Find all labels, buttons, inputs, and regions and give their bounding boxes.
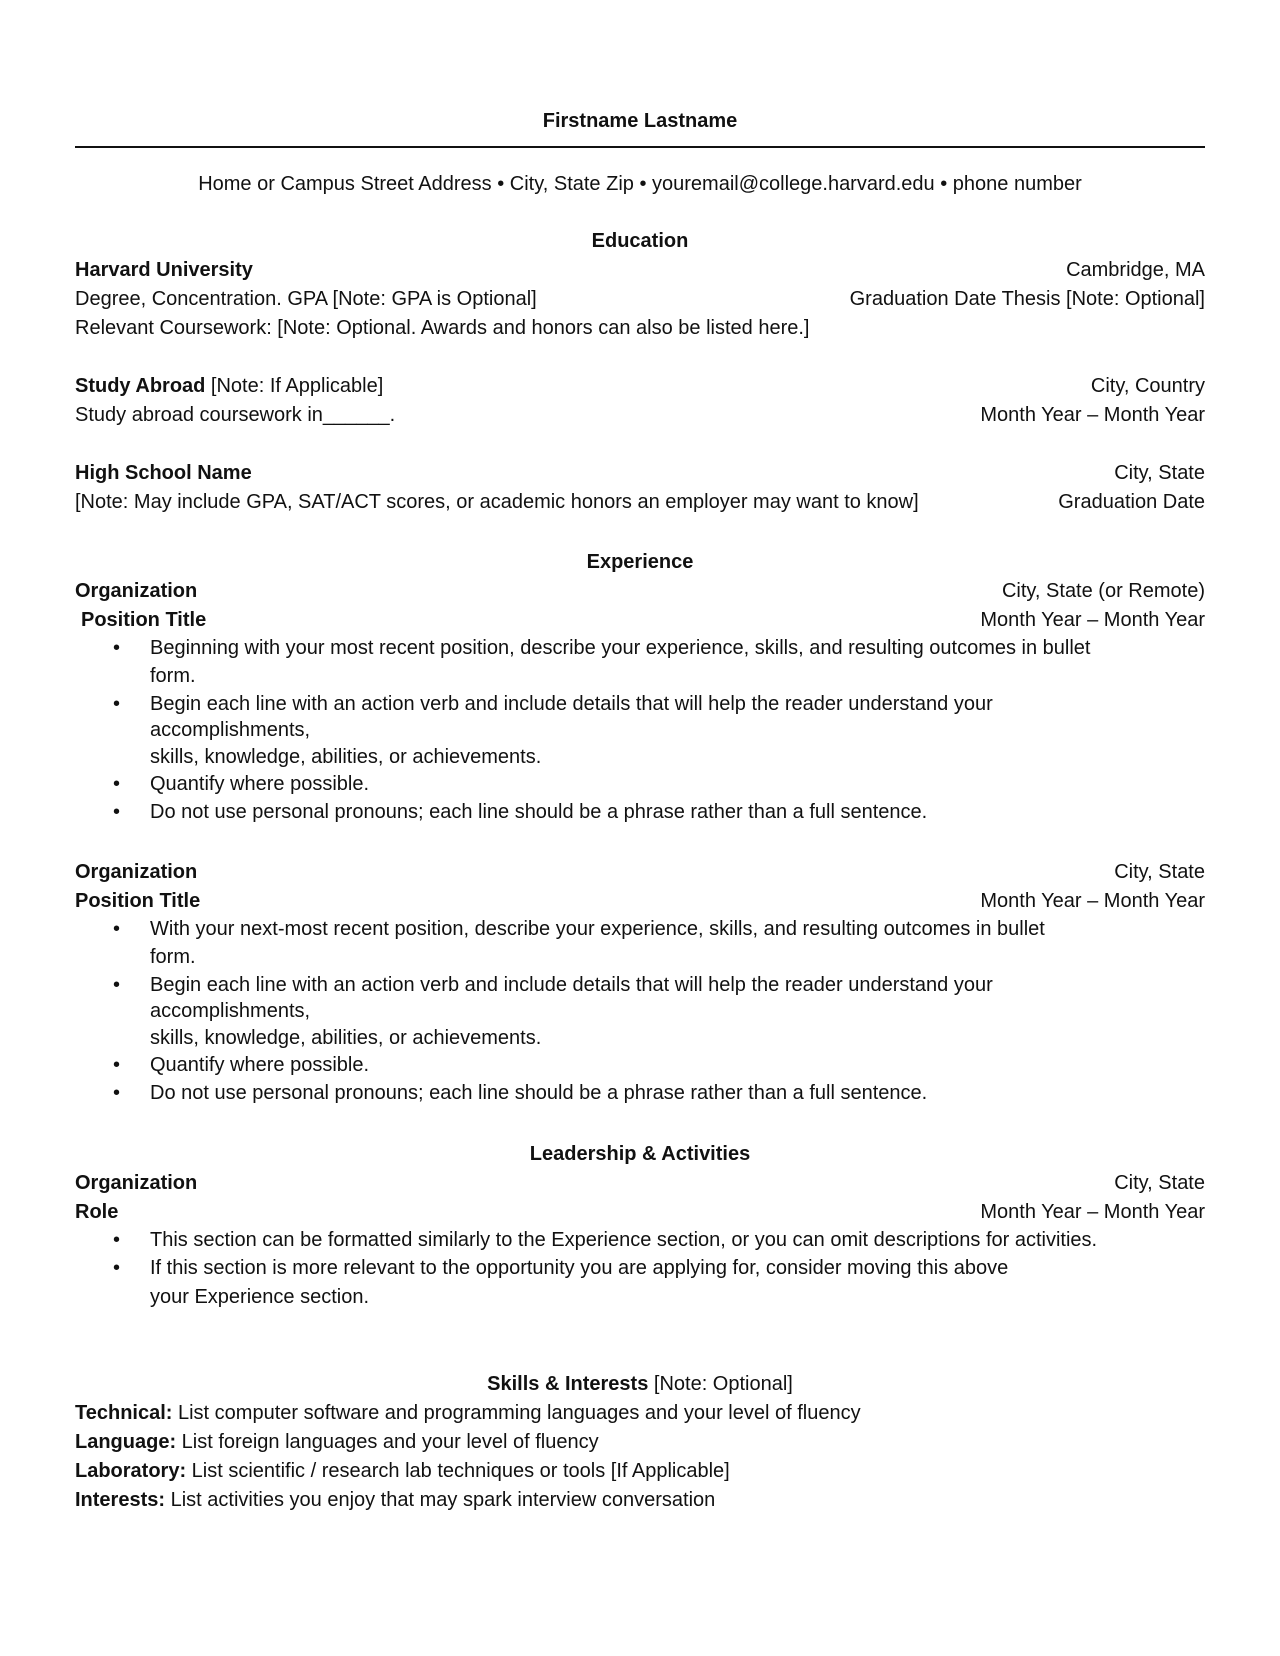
skill-row-interests [75,1486,1205,1514]
job-2-dates: Month Year – Month Year [980,890,1205,912]
coursework-row: Relevant Coursework: [Note: Optional. Awards and honors can also be listed here.] [75,317,810,339]
bullet-glyph: • [113,637,121,659]
section-heading-education: Education [591,230,689,252]
bullet-text: If this section is more relevant to the opportunity you are applying for, consider moving this above [150,1257,1009,1279]
job-1-bullet-1 [75,634,1205,662]
abroad-detail-row [75,401,1205,429]
job-2-bullet-1 [75,915,1205,943]
skill-label: Technical: [75,1402,173,1424]
leadership-bullet-2-cont [75,1283,1205,1311]
job-1-dates: Month Year – Month Year [980,609,1205,631]
job-2-bullet-1-cont [75,943,1205,971]
bullet-glyph: • [113,801,121,823]
job-1-bullet-4 [75,798,1205,826]
job-2-location: City, State [1114,861,1205,883]
skill-label: Language: [75,1431,177,1453]
contact-line: Home or Campus Street Address • City, State Zip • youremail@college.harvard.edu • phone number [198,173,1082,195]
job-2-bullet-3 [75,1051,1205,1079]
skill-text: List scientific / research lab techniques or tools [If Applicable] [186,1460,730,1482]
bullet-glyph: • [113,1257,121,1279]
university-location: Cambridge, MA [1066,259,1205,281]
resume-page [75,0,1205,1656]
highschool-note: [Note: May include GPA, SAT/ACT scores, or academic honors an employer may want to know] [75,491,919,513]
section-heading-skills [75,1370,1205,1398]
skill-label: Laboratory: [75,1460,187,1482]
university-name: Harvard University [75,259,253,281]
university-row [75,256,1205,284]
job-2-title: Position Title [75,890,201,912]
leadership-bullet-2 [75,1254,1205,1282]
bullet-glyph: • [113,1229,121,1251]
job-1-bullet-3 [75,770,1205,798]
leadership-role-row [75,1198,1205,1226]
highschool-name: High School Name [75,462,252,484]
leadership-role: Role [75,1201,119,1223]
skill-row-laboratory [75,1457,1205,1485]
leadership-dates: Month Year – Month Year [980,1201,1205,1223]
bullet-glyph: • [113,974,121,996]
job-2-org-row [75,858,1205,886]
leadership-org-row [75,1169,1205,1197]
job-1-location: City, State (or Remote) [1001,580,1205,602]
skill-row-technical [75,1399,1205,1427]
job-1-org-row [75,577,1205,605]
job-2-organization: Organization [75,861,198,883]
bullet-text: accomplishments, [150,1000,311,1022]
job-2-title-row [75,887,1205,915]
job-1-organization: Organization [75,580,198,602]
bullet-glyph: • [113,1054,121,1076]
highschool-row [75,459,1205,487]
abroad-name: Study Abroad [75,375,206,397]
bullet-text: skills, knowledge, abilities, or achievements. [150,746,542,768]
abroad-note: [Note: If Applicable] [205,375,384,397]
bullet-text: Quantify where possible. [150,1054,370,1076]
job-1-bullet-1-cont [75,662,1205,690]
job-2-bullet-4 [75,1079,1205,1107]
bullet-text: Do not use personal pronouns; each line should be a phrase rather than a full sentence. [150,1082,928,1104]
leadership-location: City, State [1114,1172,1205,1194]
skill-text: List activities you enjoy that may spark interview conversation [165,1489,716,1511]
bullet-text: Begin each line with an action verb and include details that will help the reader understand your [150,974,993,996]
degree-text: Degree, Concentration. GPA [Note: GPA is Optional] [75,288,537,310]
bullet-text: skills, knowledge, abilities, or achievements. [150,1027,542,1049]
highschool-graduation: Graduation Date [1058,491,1205,513]
bullet-glyph: • [113,773,121,795]
degree-row [75,285,1205,313]
skills-heading-note: [Note: Optional] [648,1373,793,1395]
bullet-text: With your next-most recent position, describe your experience, skills, and resulting outcomes in bullet [150,918,1045,940]
bullet-glyph: • [113,918,121,940]
abroad-coursework: Study abroad coursework in______. [75,404,396,426]
job-2-bullet-2-cont2 [75,1024,1205,1052]
job-1-bullet-2 [75,690,1205,718]
leadership-bullet-1 [75,1226,1205,1254]
job-1-bullet-2-cont [75,716,1205,744]
bullet-text: Quantify where possible. [150,773,370,795]
highschool-location: City, State [1114,462,1205,484]
skills-heading: Skills & Interests [487,1373,649,1395]
skill-text: List computer software and programming languages and your level of fluency [172,1402,861,1424]
skill-label: Interests: [75,1489,166,1511]
graduation-date: Graduation Date Thesis [Note: Optional] [849,288,1205,310]
leadership-organization: Organization [75,1172,198,1194]
skill-text: List foreign languages and your level of fluency [176,1431,599,1453]
job-1-title: Position Title [81,609,207,631]
job-1-title-row [75,606,1205,634]
job-2-bullet-2-cont [75,997,1205,1025]
bullet-text: form. [150,946,196,968]
abroad-dates: Month Year – Month Year [980,404,1205,426]
bullet-text: Begin each line with an action verb and include details that will help the reader understand your [150,693,993,715]
section-heading-leadership: Leadership & Activities [529,1143,751,1165]
section-heading-experience: Experience [586,551,694,573]
skill-row-language [75,1428,1205,1456]
bullet-text: your Experience section. [150,1286,370,1308]
bullet-text: Do not use personal pronouns; each line should be a phrase rather than a full sentence. [150,801,928,823]
job-2-bullet-2 [75,971,1205,999]
highschool-detail-row [75,488,1205,516]
bullet-glyph: • [113,1082,121,1104]
bullet-glyph: • [113,693,121,715]
resume-name: Firstname Lastname [542,110,738,132]
header-divider [75,146,1205,148]
bullet-text: Beginning with your most recent position, describe your experience, skills, and resulting outcomes in bullet [150,637,1091,659]
abroad-row [75,372,1205,400]
bullet-text: This section can be formatted similarly to the Experience section, or you can omit descriptions for activities. [150,1229,1098,1251]
bullet-text: form. [150,665,196,687]
abroad-location: City, Country [1090,375,1205,397]
job-1-bullet-2-cont2 [75,743,1205,771]
bullet-text: accomplishments, [150,719,311,741]
